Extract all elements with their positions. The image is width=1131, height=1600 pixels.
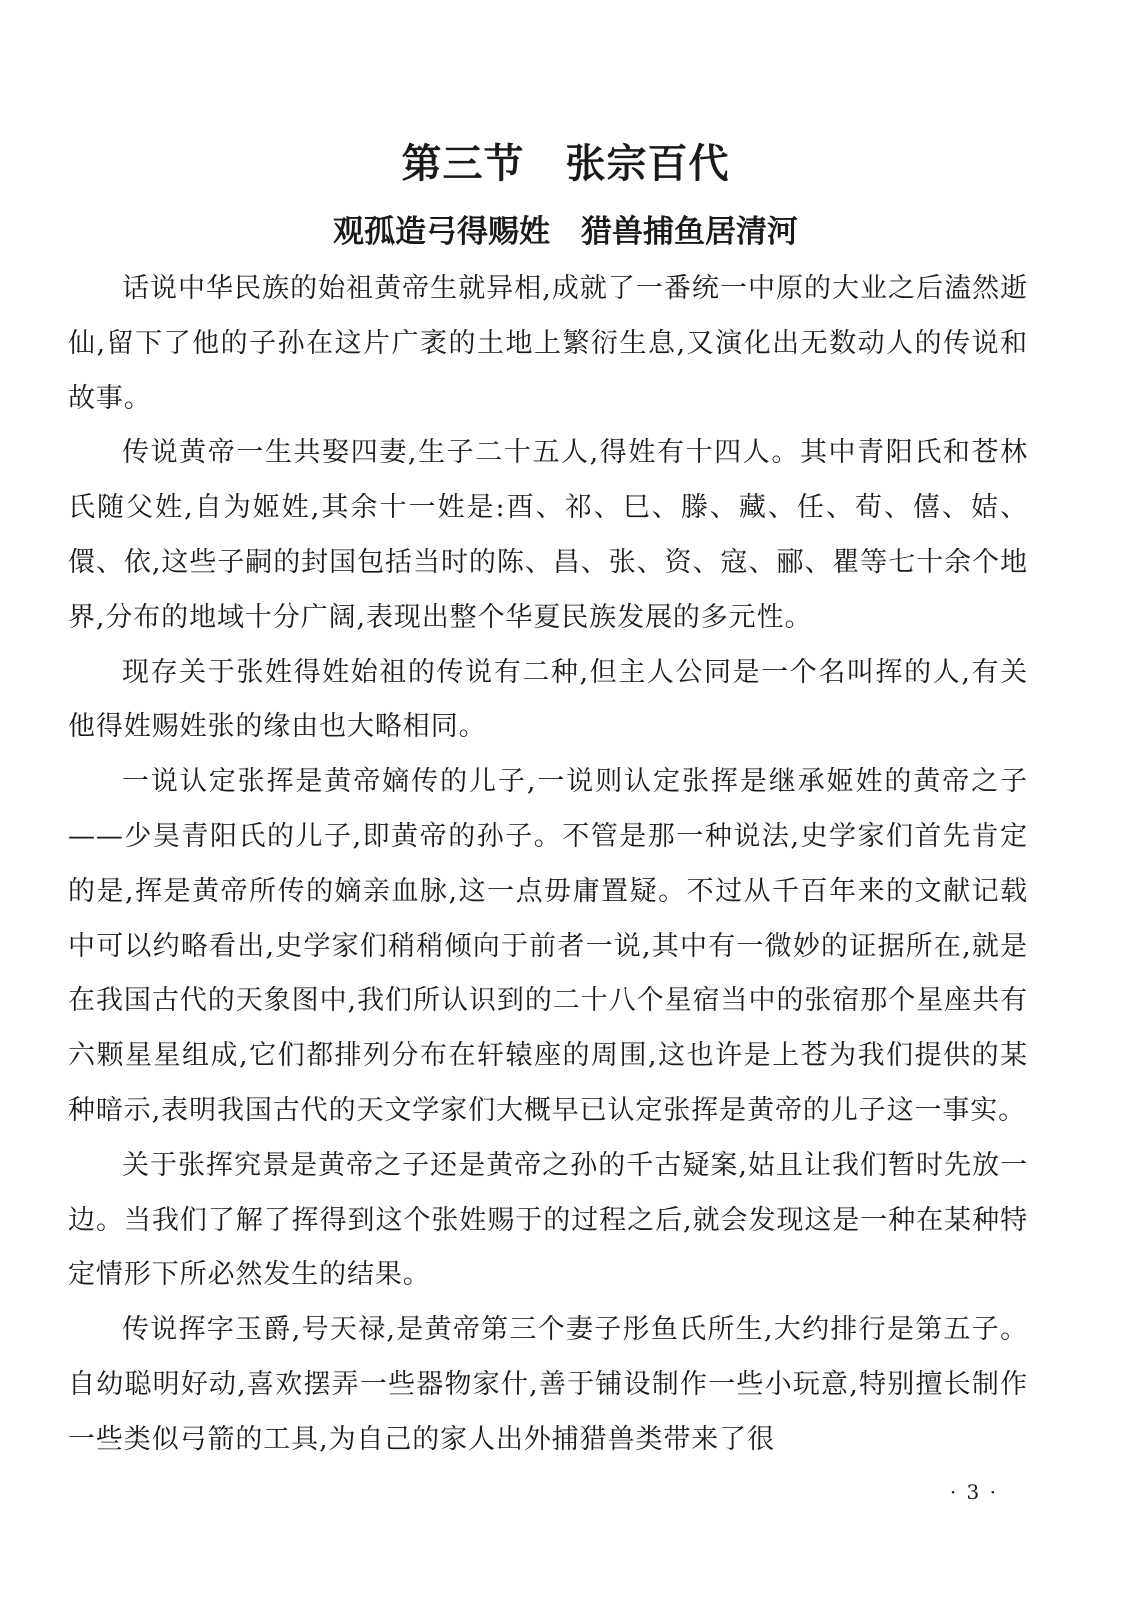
page-number: · 3 · <box>949 1480 998 1504</box>
paragraph-6: 传说挥字玉爵,号天禄,是黄帝第三个妻子彤鱼氏所生,大约排行是第五子。自幼聪明好动,喜欢摆弄一些器物家什,善于铺设制作一些小玩意,特别擅长制作一些类似弓箭的工具,为自己的家人出外捕猎兽类带来了很 <box>68 1314 1028 1455</box>
paragraph-1: 话说中华民族的始祖黄帝生就异相,成就了一番统一中原的大业之后溘然逝仙,留下了他的子孙在这片广袤的土地上繁衍生息,又演化出无数动人的传说和故事。 <box>68 273 1028 414</box>
paragraph-5: 关于张挥究景是黄帝之子还是黄帝之孙的千古疑案,姑且让我们暂时先放一边。当我们了解了挥得到这个张姓赐于的过程之后,就会发现这是一种在某种特定情形下所必然发生的结果。 <box>68 1149 1028 1291</box>
paragraph-3: 现存关于张姓得姓始祖的传说有二种,但主人公同是一个名叫挥的人,有关他得姓赐姓张的缘由也大略相同。 <box>68 656 1028 743</box>
paragraph-2: 传说黄帝一生共娶四妻,生子二十五人,得姓有十四人。其中青阳氏和苍林氏随父姓,自为姬姓,其余十一姓是:酉、祁、巳、滕、藏、任、荀、僖、姞、儇、依,这些子嗣的封国包括当时的陈、昌、张、资、寇、郦、瞿等七十余个地界,分布的地域十分广阔,表现出整个华夏民族发展的多元性。 <box>68 437 1028 633</box>
chapter-title: 第三节 张宗百代 <box>401 141 730 187</box>
body-text <box>68 262 1028 1468</box>
paragraph-4: 一说认定张挥是黄帝嫡传的儿子,一说则认定张挥是继承姬姓的黄帝之子——少昊青阳氏的儿子,即黄帝的孙子。不管是那一种说法,史学家们首先肯定的是,挥是黄帝所传的嫡亲血脉,这一点毋庸置疑。不过从千百年来的文献记载中可以约略看出,史学家们稍稍倾向于前者一说,其中有一微妙的证据所在,就是在我国古代的天象图中,我们所认识到的二十八个星宿当中的张宿那个星座共有六颗星星组成,它们都排列分布在轩辕座的周围,这也许是上苍为我们提供的某种暗示,表明我国古代的天文学家们大概早已认定张挥是黄帝的儿子这一事实。 <box>68 766 1028 1126</box>
section-subtitle: 观孤造弓得赐姓 猎兽捕鱼居清河 <box>333 214 798 250</box>
